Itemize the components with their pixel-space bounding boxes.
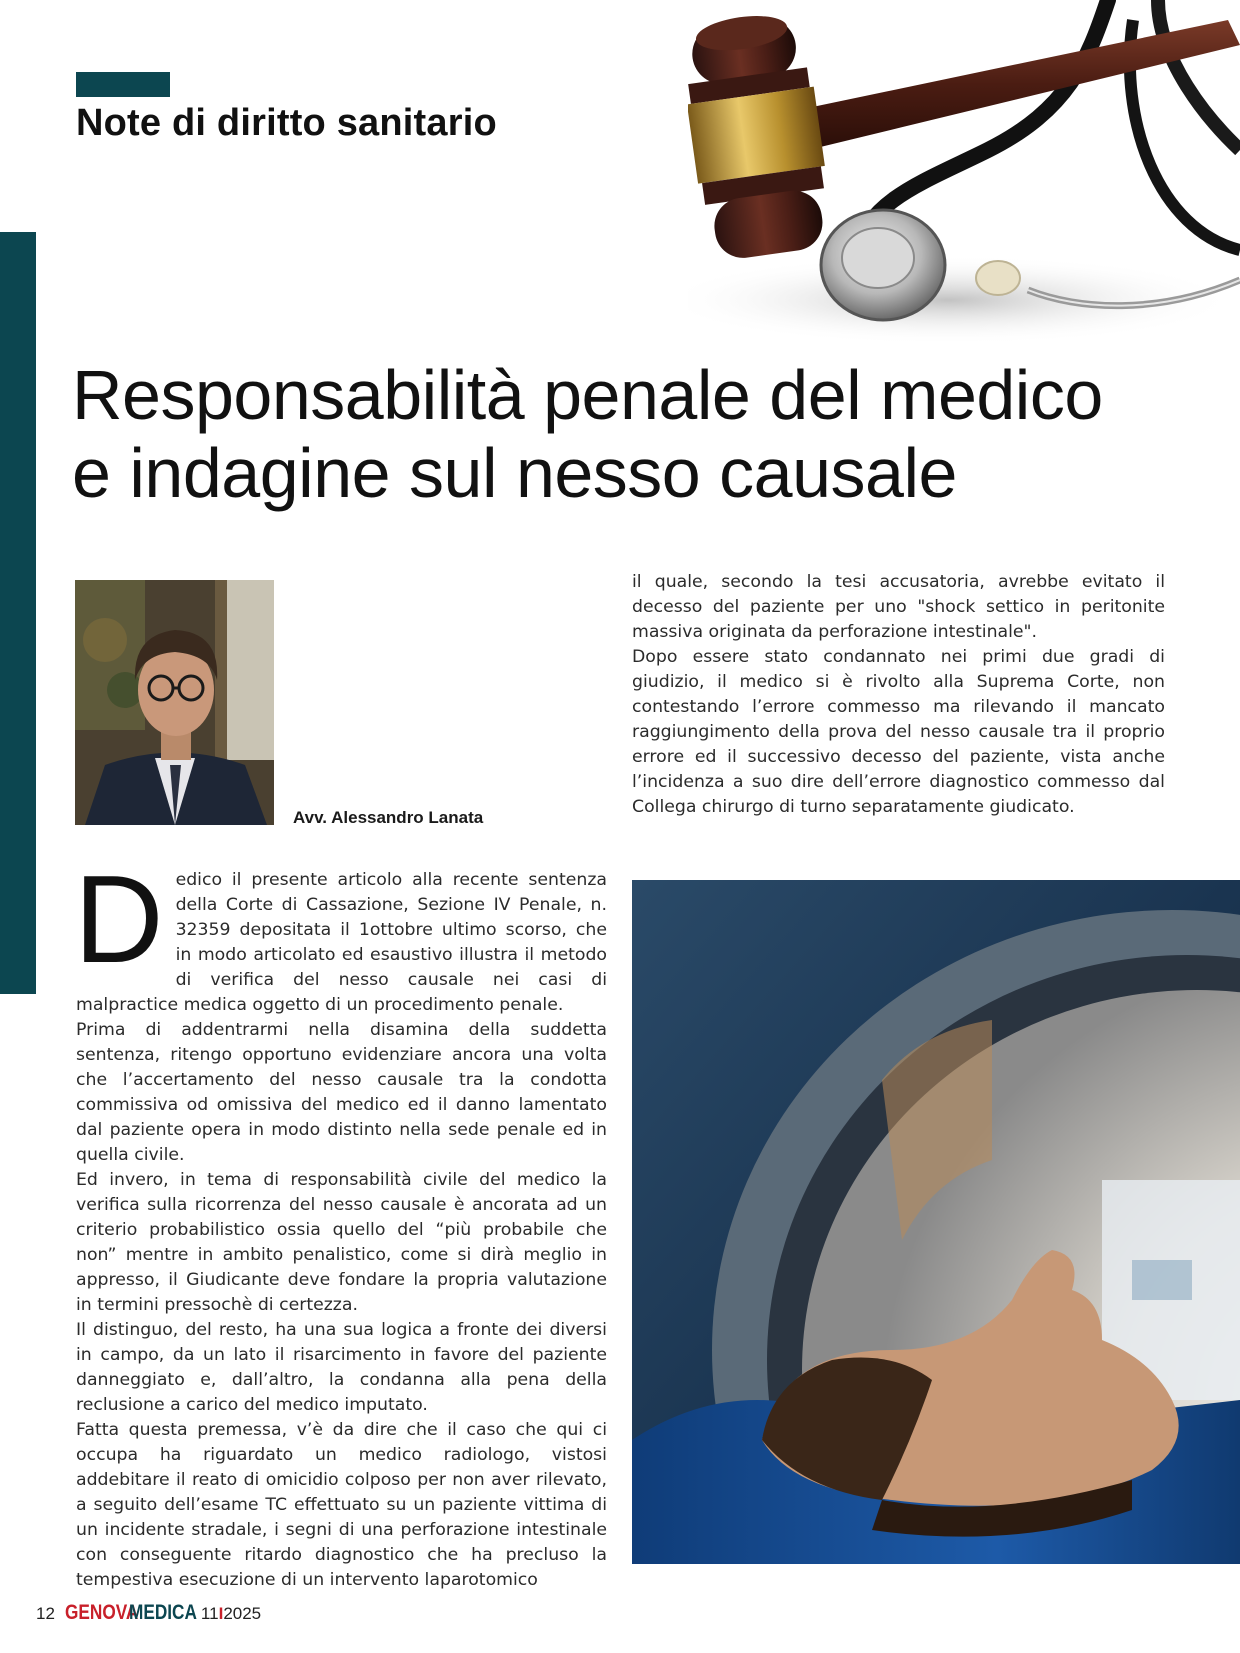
page-number: 12 [36,1604,55,1623]
page-footer [36,1601,261,1625]
author-photo [75,580,274,825]
body-paragraph: edico il presente articolo alla recente sentenza della Corte di Cassazione, Sezione IV Penale, n. 32359 depositata il 1ottobre ultimo scorso, che in modo articolato ed esaustivo illustra il metodo di verifica del nesso causale nei casi di malpractice medica oggetto di un procedimento penale. [76,870,607,1015]
issue-date [201,1604,261,1624]
body-column-left [74,851,607,1593]
body-paragraph: Fatta questa premessa, v’è da dire che il caso che qui ci occupa ha riguardato un medico radiologo, vistosi addebitare il reato di omicidio colposo per non aver rilevato, a seguito dell’esame TC effettuato su un paziente vittima di un incidente stradale, i segni di una perforazione intestinale con conseguente ritardo diagnostico che ha precluso la tempestiva esecuzione di un intervento laparotomico [76,1420,607,1590]
body-paragraph: Ed invero, in tema di responsabilità civile del medico la verifica sulla ricorrenza del nesso causale è ancorata ad un criterio probabilistico ossia quello del “più probabile che non” mentre in ambito penalistico, come si dirà meglio in appresso, il Giudicante deve fondare la propria valutazione in termini pressochè di certezza. [76,1170,607,1315]
gavel-stethoscope-photo [688,0,1240,345]
body-paragraph: Il distinguo, del resto, ha una sua logica a fronte dei diversi in campo, da un lato il risarcimento in favore del paziente danneggiato e, dall’altro, la condanna alla pena della reclusione a carico del medico imputato. [76,1320,607,1415]
body-paragraph: Dopo essere stato condannato nei primi due gradi di giudizio, il medico si è rivolto alla Suprema Corte, non contestando l’errore commesso ma rilevando il mancato raggiungimento della prova del nesso causale tra il proprio errore ed il successivo decesso del paziente, vista anche l’incidenza a suo dire dell’errore diagnostico commesso dal Collega chirurgo di turno separatamente giudicato. [632,647,1165,817]
issue-year: 2025 [223,1604,262,1623]
section-accent-block [76,72,170,97]
issue-separator: I [218,1604,224,1623]
body-paragraph: Prima di addentrarmi nella disamina della suddetta sentenza, ritengo opportuno evidenziare ancora una volta che l’accertamento del nesso causale tra la condotta commissiva od omissiva del medico ed il danno lamentato dal paziente opera in modo distinto nella sede penale ed in quella civile. [76,1020,607,1165]
author-name: Avv. Alessandro Lanata [293,808,484,827]
section-title: Note di diritto sanitario [76,102,497,144]
magazine-logo [64,1601,197,1625]
magazine-name-medica: MEDICA [128,1601,197,1624]
body-column-right [632,570,1165,820]
headline-line-2: e indagine sul nesso causale [72,434,957,512]
issue-month: 11 [200,1604,219,1623]
drop-cap: D [74,851,164,989]
article-headline [72,356,1222,512]
left-accent-bar [0,232,36,994]
magazine-name-genova: GENOVA [64,1601,139,1624]
headline-line-1: Responsabilità penale del medico [72,356,1103,434]
body-paragraph: il quale, secondo la tesi accusatoria, avrebbe evitato il decesso del paziente per uno "shock settico in peritonite massiva originata da perforazione intestinale". [632,572,1165,642]
mri-scanner-photo [632,880,1240,1564]
